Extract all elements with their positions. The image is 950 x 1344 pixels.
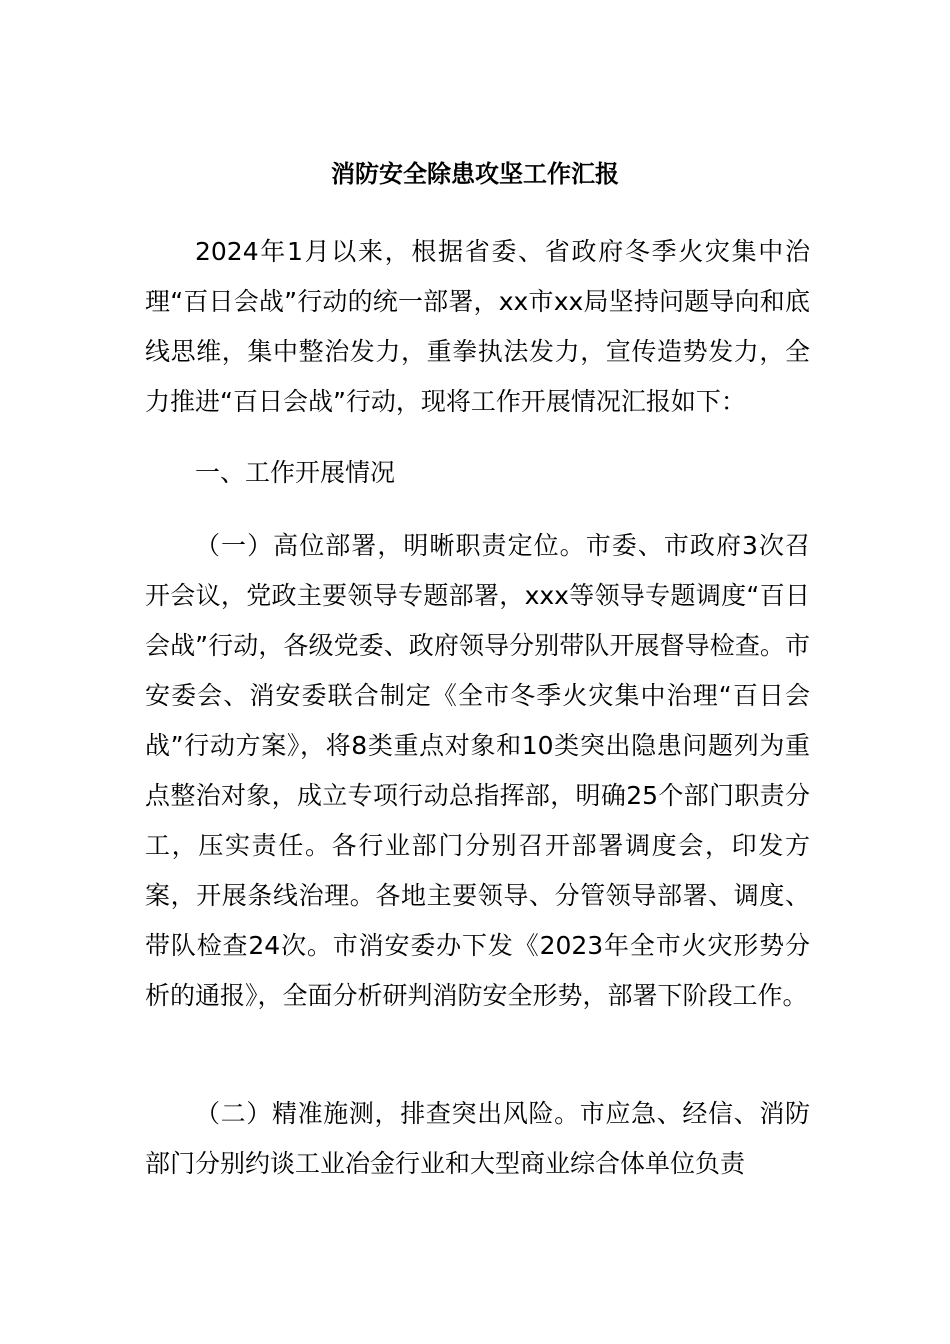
- document-title: 消防安全除患攻坚工作汇报: [331, 160, 619, 188]
- section-paragraph-2: （二）精准施测，排查突出风险。市应急、经信、消防部门分别约谈工业冶金行业和大型商业综合体单位负责: [145, 1099, 810, 1178]
- intro-paragraph: 2024年1月以来，根据省委、省政府冬季火灾集中治理“百日会战”行动的统一部署，xx市xx局坚持问题导向和底线思维，集中整治发力，重拳执法发力，宣传造势发力，全力推进“百日会战”行动，现将工作开展情况汇报如下：: [145, 237, 810, 416]
- section-paragraph-1: （一）高位部署，明晰职责定位。市委、市政府3次召开会议，党政主要领导专题部署，xxx等领导专题调度“百日会战”行动，各级党委、政府领导分别带队开展督导检查。市安委会、消安委联合制定《全市冬季火灾集中治理“百日会战”行动方案》，将8类重点对象和10类突出隐患问题列为重点整治对象，成立专项行动总指挥部，明确25个部门职责分工，压实责任。各行业部门分别召开部署调度会，印发方案，开展条线治理。各地主要领导、分管领导部署、调度、带队检查24次。市消安委办下发《2023年全市火灾形势分析的通报》，全面分析研判消防安全形势，部署下阶段工作。: [145, 531, 810, 1010]
- section-heading: 一、工作开展情况: [195, 458, 396, 487]
